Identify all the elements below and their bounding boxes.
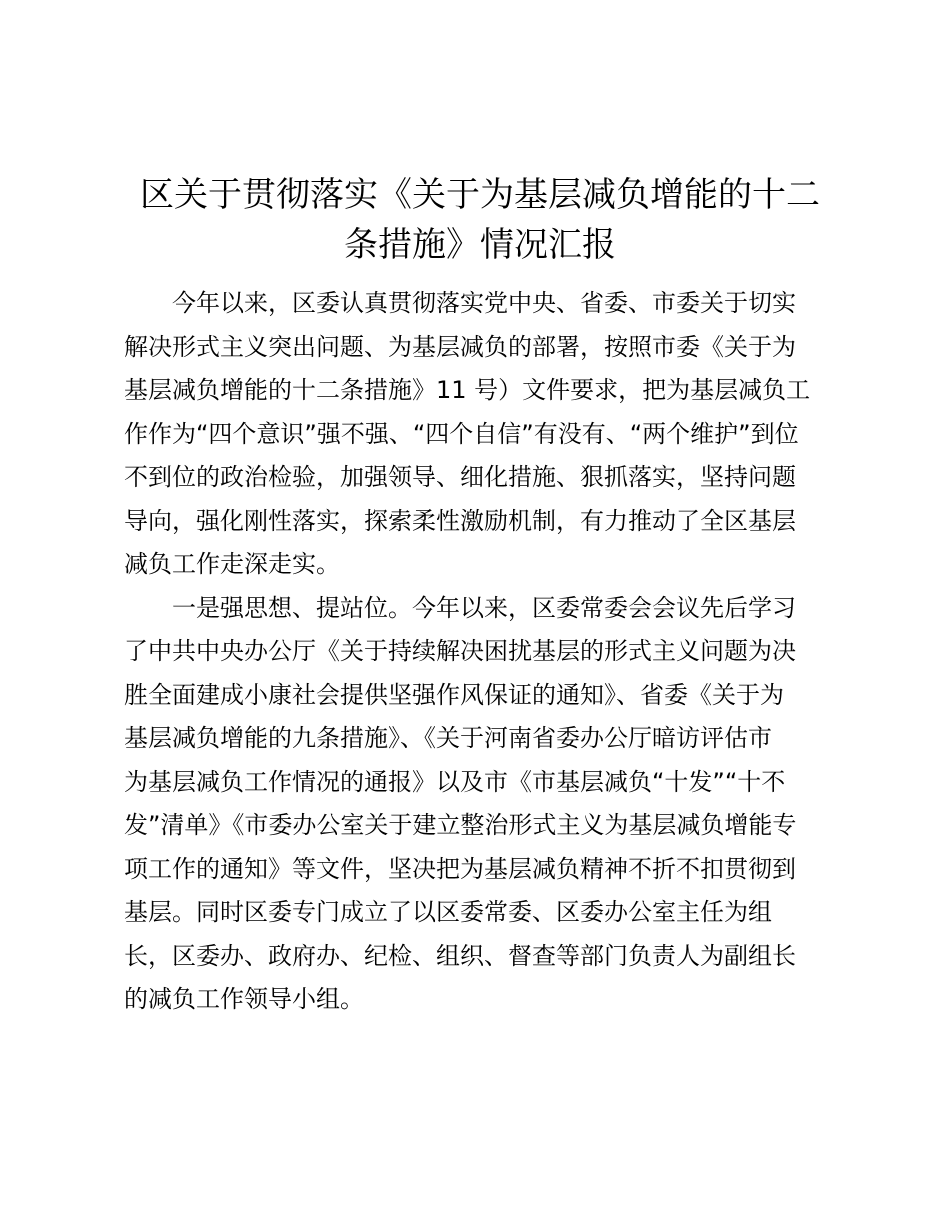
paragraph-line: 胜全面建成小康社会提供坚强作风保证的通知》、省委《关于为 xyxy=(124,680,784,709)
paragraph-line: 的减负工作领导小组。 xyxy=(124,985,364,1013)
document-body xyxy=(124,282,834,1022)
document-title xyxy=(130,170,830,270)
paragraph-line: 导向，强化刚性落实，探索柔性激励机制，有力推动了全区基层 xyxy=(124,506,796,535)
paragraph-line: 解决形式主义突出问题、为基层减负的部署，按照市委《关于为 xyxy=(124,332,796,361)
paragraph-point-one xyxy=(124,587,834,1022)
paragraph-line: 作作为“四个意识”强不强、“四个自信”有没有、“两个维护”到位 xyxy=(124,419,799,448)
paragraph-line: 项工作的通知》等文件，坚决把为基层减负精神不折不扣贯彻到 xyxy=(124,854,796,883)
paragraph-intro xyxy=(124,282,834,587)
paragraph-line: 一是强思想、提站位。今年以来，区委常委会会议先后学习 xyxy=(172,593,796,622)
paragraph-line: 长，区委办、政府办、纪检、组织、督查等部门负责人为副组长 xyxy=(124,941,796,970)
paragraph-line: 基层减负增能的十二条措施》11 号）文件要求，把为基层减负工 xyxy=(124,376,811,404)
paragraph-line: 不到位的政治检验，加强领导、细化措施、狠抓落实，坚持问题 xyxy=(124,463,796,491)
title-line: 条措施》情况汇报 xyxy=(344,225,616,265)
paragraph-line: 基层减负增能的九条措施》、《关于河南省委办公厅暗访评估市 xyxy=(124,724,772,752)
paragraph-line: 为基层减负工作情况的通报》以及市《市基层减负“十发”“十不 xyxy=(124,767,786,796)
paragraph-line: 了中共中央办公厅《关于持续解决困扰基层的形式主义问题为决 xyxy=(124,637,796,665)
title-line: 区关于贯彻落实《关于为基层减负增能的十二 xyxy=(140,175,820,215)
paragraph-line: 发”清单》《市委办公室关于建立整治形式主义为基层减负增能专 xyxy=(124,811,797,839)
paragraph-line: 减负工作走深走实。 xyxy=(124,550,340,578)
paragraph-line: 基层。同时区委专门成立了以区委常委、区委办公室主任为组 xyxy=(124,898,772,926)
paragraph-line: 今年以来，区委认真贯彻落实党中央、省委、市委关于切实 xyxy=(172,289,796,317)
